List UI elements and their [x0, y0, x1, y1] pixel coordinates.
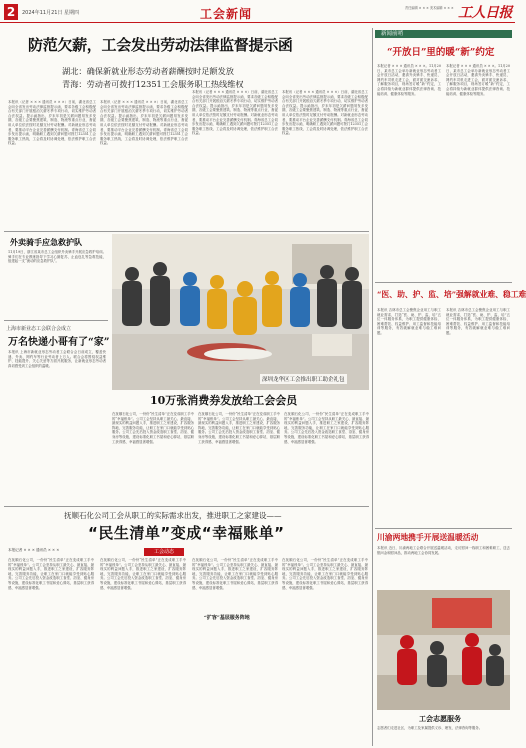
feature-body-col-1: 在抚顺石化公司，一份份“民生清单”正在变成职工手中的“幸福账单”。公司工会坚持从职工最关心、最直接、最现实的利益问题入手，推进职工之家建设，扩容服务阵地，完善服务功能，让职工在家门口就能享受到贴心服务。公司工会先后投入资金改造职工食堂、浴室、健身房等设施，建设标准化职工书屋和爱心驿站，基层职工获得感、幸福感显著增强。 — [8, 558, 94, 590]
lead-body-col-3: 本报讯（记者 × × × 通讯员 × × ×）日前，湖北省总工会向全省发出劳动法律监督提示函，要求各级工会积极配合有关部门开展根治欠薪冬季专项行动，切实维护劳动者合法权益。提示函指出，岁末年初是欠薪问题易发多发期，各级工会要聚焦建筑、制造、物流等重点行业，督促用人单位依法按时足额支付劳动报酬。对新就业形态劳动者，要推动平台企业完善薪酬支付机制。青海省总工会同步发出提示函，明确职工遇到欠薪问题可拨打12351工会服务职工热线，工会将及时协调处理，依法维护职工合法权益。 — [192, 90, 278, 136]
right-body-4: 志愿者们走进社区，为职工及家属提供义诊、理发、法律咨询等服务。 — [377, 726, 483, 730]
right-divider-2 — [375, 528, 512, 529]
feature-section-tag — [144, 548, 184, 556]
photo-caption-headline: 10万张消费券发放给工会会员 — [150, 394, 298, 407]
date-line: 2024年11月21日 星期四 — [22, 10, 80, 16]
right-headline-1: “开放日”里的暖“新”约定 — [387, 47, 495, 58]
feature-section-tag-label: 工会动态 — [153, 549, 174, 555]
lead-subhead-2: 青海：劳动者可拨打12351工会服务职工热线维权 — [62, 79, 244, 89]
right-headline-4: 工会志愿服务 — [419, 714, 461, 723]
training-photo — [112, 234, 369, 390]
editors-credit: 责任编辑 × × × 美术编辑 × × × — [405, 6, 454, 10]
volunteer-photo — [377, 590, 510, 710]
photo-story-col-3: 在抚顺石化公司，一份份“民生清单”正在变成职工手中的“幸福账单”。公司工会坚持从职工最关心、最直接、最现实的利益问题入手，推进职工之家建设，扩容服务阵地，完善服务功能，让职工在家门口就能享受到贴心服务。公司工会先后投入资金改造职工食堂、浴室、健身房等设施，建设标准化职工书屋和爱心驿站，基层职工获得感、幸福感显著增强。 — [284, 412, 369, 444]
sidebar-headline-1: 外卖骑手应急救护队 — [10, 237, 82, 247]
right-divider-1 — [375, 282, 512, 283]
lead-body-col-1: 本报讯（记者 × × × 通讯员 × × ×）日前，湖北省总工会向全省发出劳动法律监督提示函，要求各级工会积极配合有关部门开展根治欠薪冬季专项行动，切实维护劳动者合法权益。提示函指出，岁末年初是欠薪问题易发多发期，各级工会要聚焦建筑、制造、物流等重点行业，督促用人单位依法按时足额支付劳动报酬。对新就业形态劳动者，要推动平台企业完善薪酬支付机制。青海省总工会同步发出提示函，明确职工遇到欠薪问题可拨打12351工会服务职工热线，工会将及时协调处理，依法维护职工合法权益。 — [8, 100, 96, 146]
photo-story-col-1: 在抚顺石化公司，一份份“民生清单”正在变成职工手中的“幸福账单”。公司工会坚持从职工最关心、最直接、最现实的利益问题入手，推进职工之家建设，扩容服务阵地，完善服务功能，让职工在家门口就能享受到贴心服务。公司工会先后投入资金改造职工食堂、浴室、健身房等设施，建设标准化职工书屋和爱心驿站，基层职工获得感、幸福感显著增强。 — [112, 412, 194, 444]
right-column-divider — [372, 28, 373, 746]
right-body-1a: 本报记者 × × × 通讯员 × × ×。11月20日，某市总工会举办新就业形态劳动者工会开放日活动，邀请外卖骑手、快递员、网约车司机走进工会，面对面交流诉求、了解服务项目，现场签订暖“新”约定，工会将持续为新就业群体提供法律咨询、技能培训、健康体检等服务。 — [377, 64, 441, 96]
right-headline-2: “医、助、护、监、培”强解就业难、稳工难 — [377, 290, 526, 299]
masthead — [0, 0, 515, 28]
feature-body-col-4: 在抚顺石化公司，一份份“民生清单”正在变成职工手中的“幸福账单”。公司工会坚持从职工最关心、最直接、最现实的利益问题入手，推进职工之家建设，扩容服务阵地，完善服务功能，让职工在家门口就能享受到贴心服务。公司工会先后投入资金改造职工食堂、浴室、健身房等设施，建设标准化职工书屋和爱心驿站，基层职工获得感、幸福感显著增强。 — [282, 558, 368, 590]
feature-body-col-2: 在抚顺石化公司，一份份“民生清单”正在变成职工手中的“幸福账单”。公司工会坚持从职工最关心、最直接、最现实的利益问题入手，推进职工之家建设，扩容服务阵地，完善服务功能，让职工在家门口就能享受到贴心服务。公司工会先后投入资金改造职工食堂、浴室、健身房等设施，建设标准化职工书屋和爱心驿站，基层职工获得感、幸福感显著增强。 — [100, 558, 186, 590]
sidebar-story-1 — [4, 234, 108, 318]
lead-story — [4, 28, 369, 230]
photo-caption-kicker: 深圳龙华区工会推出职工助企礼包 — [260, 374, 347, 384]
masthead-rule — [0, 22, 515, 23]
right-column — [375, 28, 526, 746]
section-title: 工会新闻 — [200, 7, 253, 21]
volunteer-scene — [377, 590, 510, 710]
photo-scene — [112, 234, 369, 390]
sidebar-body-2: 本报讯 上海市新就业形态劳动者工会联合会日前成立，覆盖快递、外卖、网约车等行业劳动者上万人。联合会将围绕权益维护、技能提升、关心关爱等方面开展服务，让新就业形态劳动者真切感受到工会组织的温暖。 — [8, 350, 106, 368]
sidebar-divider — [4, 320, 108, 321]
photo-story-col-2: 在抚顺石化公司，一份份“民生清单”正在变成职工手中的“幸福账单”。公司工会坚持从职工最关心、最直接、最现实的利益问题入手，推进职工之家建设，扩容服务阵地，完善服务功能，让职工在家门口就能享受到贴心服务。公司工会先后投入资金改造职工食堂、浴室、健身房等设施，建设标准化职工书屋和爱心驿站，基层职工获得感、幸福感显著增强。 — [198, 412, 280, 444]
lead-headline: 防范欠薪，工会发出劳动法律监督提示函 — [28, 36, 293, 54]
right-headline-3: 川渝两地携手开展送温暖活动 — [377, 533, 479, 542]
sidebar-kicker-2: 上海市新业态工会联合会成立 — [6, 326, 72, 332]
sidebar-body-1: 11月19日，浙江省某市总工会组织外卖骑手开展应急救护培训。骑手们在专业教练指导下学习心肺复苏、止血包扎等急救技能，组建起一支“流动的应急救护队”。 — [8, 250, 106, 264]
edition-label: 新闻前哨 — [381, 31, 404, 37]
page-number: 2 — [4, 4, 18, 20]
feature-byline: 本报记者 × × × 通讯员 × × × — [8, 548, 60, 552]
feature-kicker: 抚顺石化公司工会从职工的实际需求出发，推进职工之家建设—— — [64, 511, 282, 520]
lead-body-col-4: 本报讯（记者 × × × 通讯员 × × ×）日前，湖北省总工会向全省发出劳动法律监督提示函，要求各级工会积极配合有关部门开展根治欠薪冬季专项行动，切实维护劳动者合法权益。提示函指出，岁末年初是欠薪问题易发多发期，各级工会要聚焦建筑、制造、物流等重点行业，督促用人单位依法按时足额支付劳动报酬。对新就业形态劳动者，要推动平台企业完善薪酬支付机制。青海省总工会同步发出提示函，明确职工遇到欠薪问题可拨打12351工会服务职工热线，工会将及时协调处理，依法维护职工合法权益。 — [282, 90, 368, 136]
feature-body-col-3: 在抚顺石化公司，一份份“民生清单”正在变成职工手中的“幸福账单”。公司工会坚持从职工最关心、最直接、最现实的利益问题入手，推进职工之家建设，扩容服务阵地，完善服务功能，让职工在家门口就能享受到贴心服务。公司工会先后投入资金改造职工食堂、浴室、健身房等设施，建设标准化职工书屋和爱心驿站，基层职工获得感、幸福感显著增强。 — [192, 558, 278, 590]
feature-headline: “民生清单”变成“幸福账单” — [88, 524, 285, 542]
right-body-1b: 本报记者 × × × 通讯员 × × ×。11月20日，某市总工会举办新就业形态劳动者工会开放日活动，邀请外卖骑手、快递员、网约车司机走进工会，面对面交流诉求、了解服务项目，现场签订暖“新”约定，工会将持续为新就业群体提供法律咨询、技能培训、健康体检等服务。 — [446, 64, 510, 96]
lead-subhead-1: 湖北：确保新就业形态劳动者薪酬按时足额发放 — [62, 66, 234, 76]
lead-body-col-2: 本报讯（记者 × × × 通讯员 × × ×）日前，湖北省总工会向全省发出劳动法律监督提示函，要求各级工会积极配合有关部门开展根治欠薪冬季专项行动，切实维护劳动者合法权益。提示函指出，岁末年初是欠薪问题易发多发期，各级工会要聚焦建筑、制造、物流等重点行业，督促用人单位依法按时足额支付劳动报酬。对新就业形态劳动者，要推动平台企业完善薪酬支付机制。青海省总工会同步发出提示函，明确职工遇到欠薪问题可拨打12351工会服务职工热线，工会将及时协调处理，依法维护职工合法权益。 — [100, 100, 188, 146]
feature-subtitle: “扩容”基层服务阵地 — [204, 615, 250, 621]
sidebar-story-2 — [4, 322, 108, 504]
feature-story — [4, 508, 369, 746]
right-body-2a: 本报讯 吉林市总工会聚焦企业用工与职工就业需求，打造“医、助、护、监、培”五位一体服务体系，为职工提供健康体检、困难帮扶、权益维护、用工监督和技能培训等服务，有效破解就业难与稳工难问题。 — [377, 308, 441, 335]
sidebar-headline-2: 万名快递小哥有了“家” — [8, 337, 110, 348]
edition-label-bar — [375, 30, 512, 38]
right-body-3: 本报讯 近日，川渝两地工会联合开展送温暖活动，走访慰问一线职工和困难职工，送去慰问金和慰问品，推动两地工会协同发展。 — [377, 546, 510, 555]
lead-divider — [4, 231, 369, 232]
right-body-2b: 本报讯 吉林市总工会聚焦企业用工与职工就业需求，打造“医、助、护、监、培”五位一体服务体系，为职工提供健康体检、困难帮扶、权益维护、用工监督和技能培训等服务，有效破解就业难与稳工难问题。 — [446, 308, 510, 335]
paper-logo: 工人日报 — [458, 5, 512, 21]
feature-top-rule — [4, 506, 369, 507]
